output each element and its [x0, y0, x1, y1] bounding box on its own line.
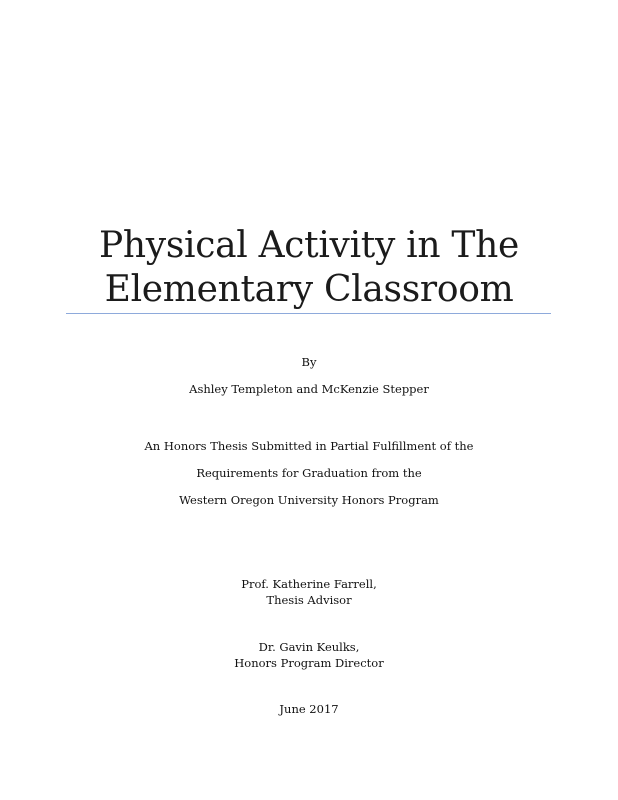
title-line-1: Physical Activity in The [98, 225, 519, 266]
submission-line-1: An Honors Thesis Submitted in Partial Fulfillment of the [144, 439, 474, 453]
advisor-name: Prof. Katherine Farrell, [241, 577, 377, 591]
advisor-role: Thesis Advisor [266, 593, 352, 607]
submission-line-3: Western Oregon University Honors Program [179, 493, 439, 507]
submission-line-2: Requirements for Graduation from the [196, 466, 422, 480]
title-line-2: Elementary Classroom [104, 269, 514, 310]
thesis-title [0, 224, 618, 312]
director-role: Honors Program Director [234, 656, 384, 670]
authors: Ashley Templeton and McKenzie Stepper [189, 382, 429, 396]
director-name: Dr. Gavin Keulks, [258, 640, 360, 654]
title-divider [66, 313, 551, 314]
submission-date: June 2017 [279, 702, 339, 716]
by-label: By [301, 355, 317, 369]
